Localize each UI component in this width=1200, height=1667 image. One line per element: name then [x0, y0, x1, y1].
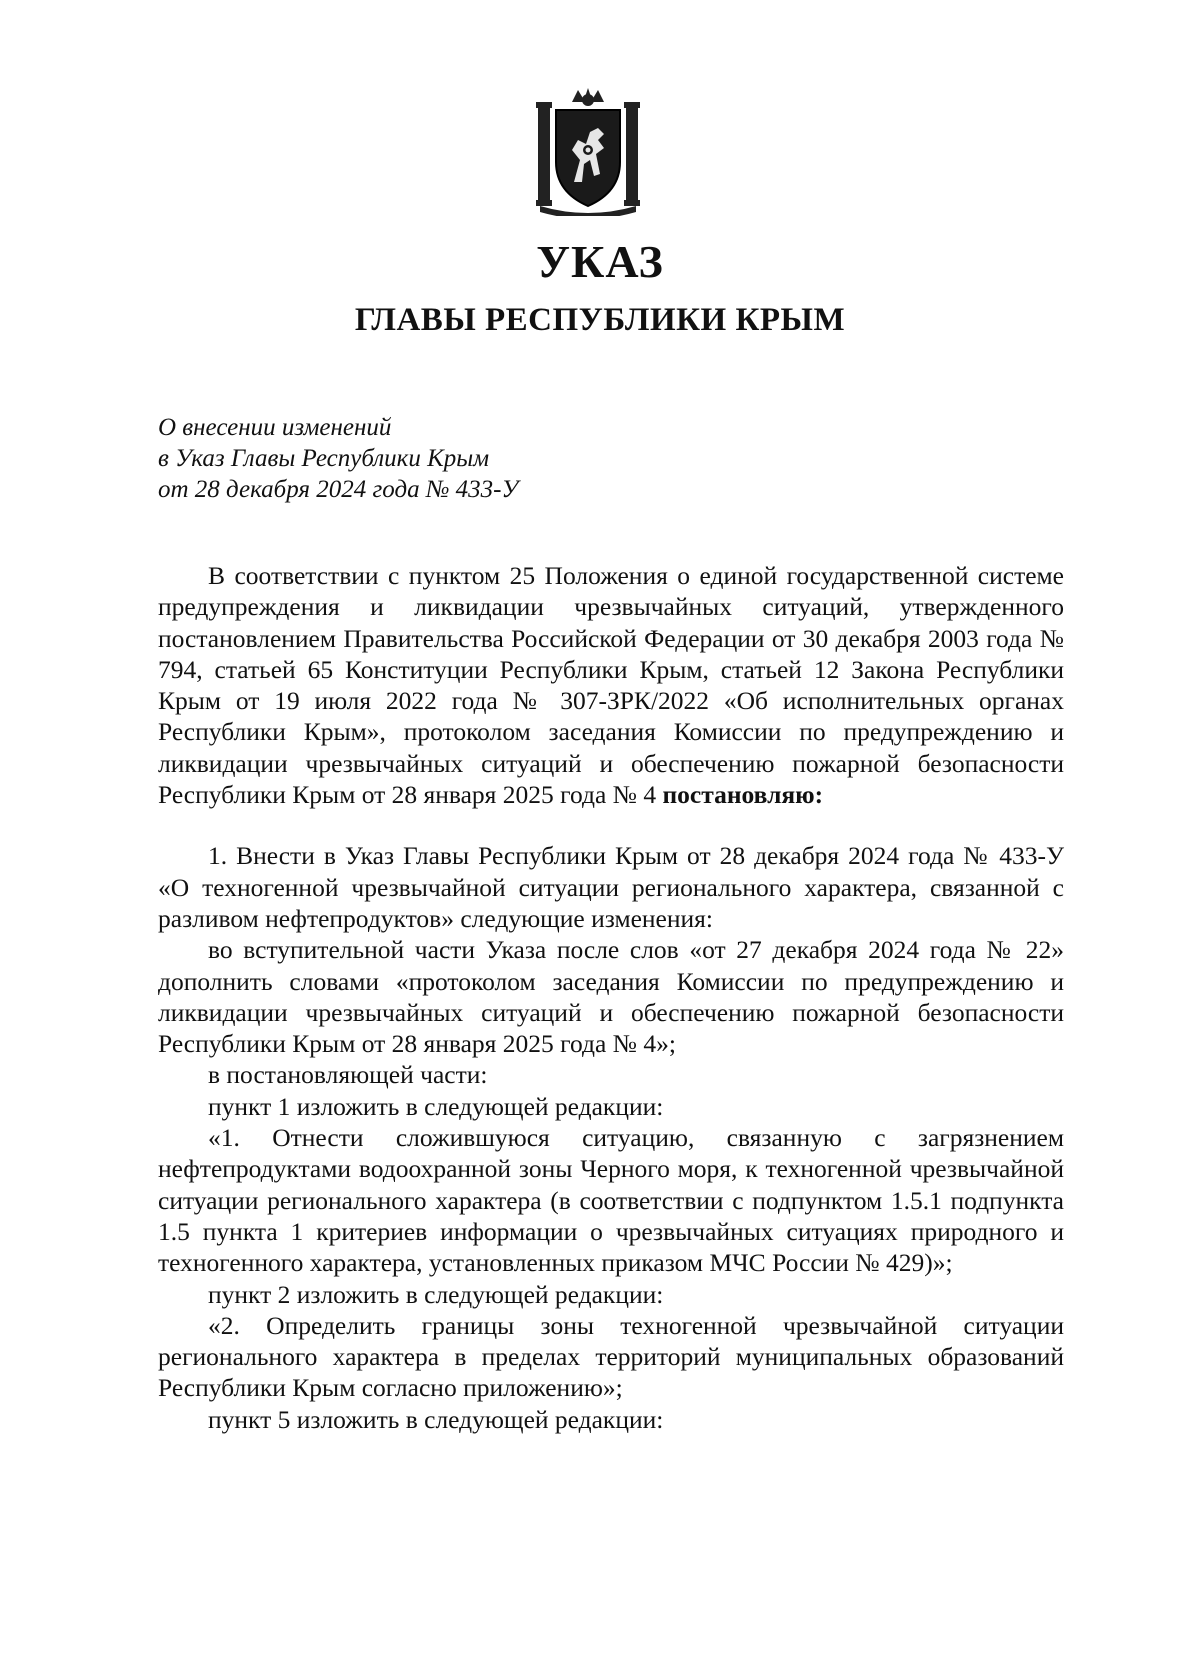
clause-paragraph: в постановляющей части:	[208, 1060, 488, 1090]
clause-paragraph: «2. Определить границы зоны техногенной чрезвычайной ситуации регионального характера в пределах территорий муниципальных образований Республики Крым согласно приложению»;	[158, 1310, 1064, 1403]
preamble-decree-word: постановляю:	[662, 780, 824, 810]
preamble-text: В соответствии с пунктом 25 Положения о единой государственной системе предупреждения и ликвидации чрезвычайных ситуаций, утвержденного постановлением Правительства Российской Федерации от 30 декабря 2003 года № 794, статьей 65 Конституции Республики Крым, статьей 12 Закона Республики Крым от 19 июля 2022 года № 307-ЗРК/2022 «Об исполнительных органах Республики Крым», протоколом заседания Комиссии по предупреждению и ликвидации чрезвычайных ситуаций и обеспечению пожарной безопасности Республики Крым от 28 января 2025 года № 4	[158, 561, 1064, 810]
subject-line: от 28 декабря 2024 года № 433-У	[158, 476, 519, 503]
clause-paragraph: пункт 5 изложить в следующей редакции:	[208, 1404, 664, 1434]
subject-line: О внесении изменений	[158, 414, 392, 441]
clause-paragraph: 1. Внести в Указ Главы Республики Крым от 28 декабря 2024 года № 433-У «О техногенной чрезвычайной ситуации регионального характера, связанной с разливом нефтепродуктов» следующие изменения:	[158, 841, 1064, 933]
crimea-coat-of-arms-icon	[534, 88, 642, 216]
subject-line: в Указ Главы Республики Крым	[158, 445, 490, 472]
document-title: УКАЗ	[536, 236, 664, 287]
document-body	[158, 560, 1064, 1435]
preamble-paragraph	[158, 560, 1064, 810]
document-subject	[158, 412, 518, 505]
clause-paragraph: пункт 1 изложить в следующей редакции:	[208, 1091, 664, 1121]
clause-paragraph: пункт 2 изложить в следующей редакции:	[208, 1279, 664, 1309]
document-subtitle: ГЛАВЫ РЕСПУБЛИКИ КРЫМ	[354, 302, 846, 338]
clause-paragraph: во вступительной части Указа после слов «от 27 декабря 2024 года № 22» дополнить словами «протоколом заседания Комиссии по предупреждению и ликвидации чрезвычайных ситуаций и обеспечению пожарной безопасности Республики Крым от 28 января 2025 года № 4»;	[158, 935, 1064, 1059]
clause-paragraph: «1. Отнести сложившуюся ситуацию, связанную с загрязнением нефтепродуктами водоохранной зоны Черного моря, к техногенной чрезвычайной ситуации регионального характера (в соответствии с подпунктом 1.5.1 подпункта 1.5 пункта 1 критериев информации о чрезвычайных ситуациях природного и техногенного характера, установленных приказом МЧС России № 429)»;	[158, 1123, 1064, 1278]
